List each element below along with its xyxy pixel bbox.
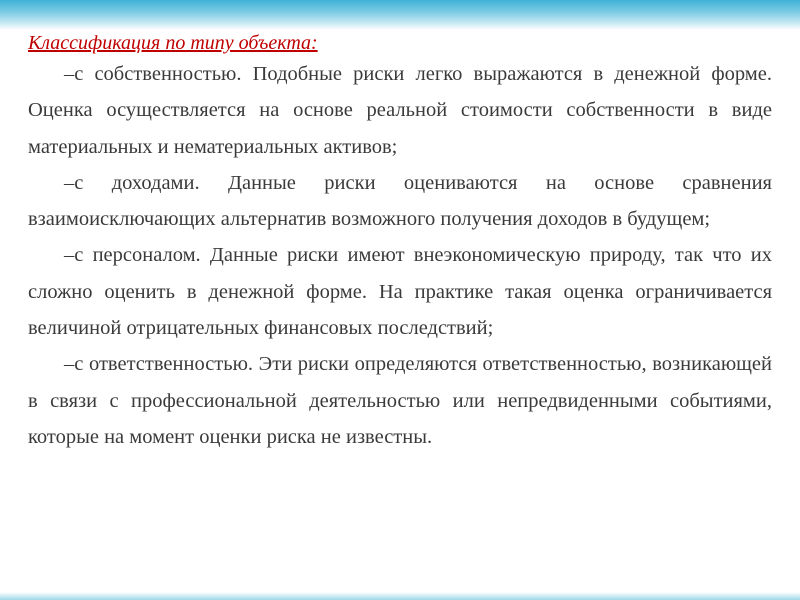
slide-heading: Классификация по типу объекта: (28, 32, 318, 54)
paragraph-income-risks: –с доходами. Данные риски оцениваются на основе сравнения взаимоисключающих альтернатив возможного получения доходов в будущем; (28, 171, 772, 231)
paragraph-property-risks: –с собственностью. Подобные риски легко выражаются в денежной форме. Оценка осуществляется на основе реальной стоимости собственности в виде материальных и нематериальных активов; (28, 63, 772, 158)
paragraph-liability-risks: –с ответственностью. Эти риски определяются ответственностью, возникающей в связи с профессиональной деятельностью или непредвиденными событиями, которые на момент оценки риска не известны. (28, 353, 772, 448)
bottom-decorative-band (0, 592, 800, 600)
paragraph-personnel-risks: –с персоналом. Данные риски имеют внеэкономическую природу, так что их сложно оценить в денежной форме. На практике такая оценка ограничивается величиной отрицательных финансовых последствий; (28, 244, 772, 340)
slide-content (28, 30, 772, 455)
top-decorative-band (0, 0, 800, 30)
